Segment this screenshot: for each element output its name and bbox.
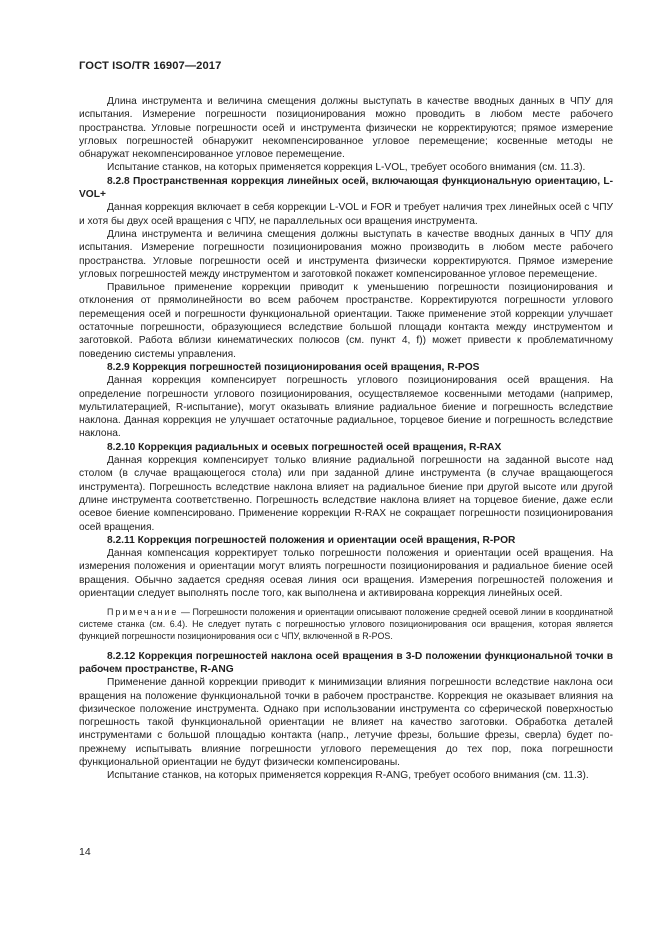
note-label: Примечание (107, 607, 179, 618)
section-heading-8-2-11: 8.2.11 Коррекция погрешностей положения и ориентации осей вращения, R-POR (107, 534, 516, 546)
paragraph: Длина инструмента и величина смещения должны выступать в качестве вводных данных в ЧПУ для испытания. Измерение погрешности позиционирования можно производить в любом месте рабочего пространства. Угловые погрешности осей и инструмента физически корректируются. Прямое измерение угловых погрешностей между инструментом и заготовкой покажет компенсированное угловое перемещение. (79, 228, 613, 280)
paragraph: Данная компенсация корректирует только погрешности положения и ориентации осей вращения. На измерения положения и ориентации могут влиять погрешности позиционирования и радиальное биение осей вращения. Обычно задается средняя осевая линия оси вращения. Измерения погрешностей положения и ориентации следует выполнять после того, как выполнена и активирована коррекция линейных осей. (79, 548, 613, 599)
paragraph: Данная коррекция компенсирует погрешность углового позиционирования осей вращения. На определение погрешности углового позиционирования, осуществляемое косвенными методами (например, мультилатерацией, R-испытание), могут оказывать влияние радиальное биение и погрешность вследствие наклона. Данная коррекция не улучшает остаточные радиальное, торцевое биение и погрешность вследствие наклона. (79, 375, 613, 440)
paragraph: Применение данной коррекции приводит к минимизации влияния погрешности вследствие наклона оси вращения на положение функциональной точки в рабочем пространстве. Коррекция не оказывает влияния на физическое положение инструмента. Однако при использовании инструмента со сферической поверхностью погрешность такой функциональной ориентации не влияет на качество заготовки. Обработка деталей инструментами с большой площадью контакта (напр., летучие фрезы, большие фрезы, сверла) будет по-прежнему испытывать влияние погрешности углового перемещения до тех пор, пока погрешности функциональной ориентации не будут физически компенсированы. (79, 677, 613, 769)
paragraph: Данная коррекция включает в себя коррекции L-VOL и FOR и требует наличия трех линейных осей с ЧПУ и хотя бы двух осей вращения с ЧПУ, не параллельных оси вращения инструмента. (79, 202, 613, 227)
note-text: — Погрешности положения и ориентации описывают положение средней осевой линии в координатной системе станка (см. 6.4). Не следует путать с погрешностью углового позиционирования оси вращения, которая является функцией погрешности позиционирования оси с ЧПУ, включенной в R-POS. (79, 607, 613, 641)
page-number: 14 (79, 846, 91, 858)
section-heading-8-2-12: 8.2.12 Коррекция погрешностей наклона осей вращения в 3-D положении функциональной точки в рабочем пространстве, R-ANG (79, 650, 613, 675)
paragraph: Длина инструмента и величина смещения должны выступать в качестве вводных данных в ЧПУ для испытания. Измерение погрешности позиционирования можно проводить в любом месте рабочего пространства. Угловые погрешности осей и инструмента физически не корректируются; прямое измерение угловых погрешностей обнаружит некомпенсированное угловое перемещение; косвенные методы не обнаружат некомпенсированное угловое перемещение. (79, 96, 613, 161)
section-heading-8-2-10: 8.2.10 Коррекция радиальных и осевых погрешностей осей вращения, R-RAX (107, 441, 502, 453)
section-heading-8-2-8: 8.2.8 Пространственная коррекция линейных осей, включающая функциональную ориентацию, L-VOL+ (79, 175, 613, 201)
document-body (79, 95, 613, 783)
section-heading-8-2-9: 8.2.9 Коррекция погрешностей позиционирования осей вращения, R-POS (107, 361, 480, 373)
paragraph: Правильное применение коррекции приводит к уменьшению погрешности позиционирования и отклонения от прямолинейности во всем рабочем пространстве. Корректируются погрешности углового перемещения осей и погрешности функциональной ориентации. Также применение этой коррекции улучшает остаточные погрешности, образующиеся вследствие большой площади контакта между инструментом и заготовкой. Работа вблизи кинематических полюсов (см. пункт 4, f)) может привести к проблематичному поведению системы управления. (79, 282, 613, 360)
document-header: ГОСТ ISO/TR 16907—2017 (79, 60, 222, 72)
note (79, 607, 613, 642)
paragraph: Испытание станков, на которых применяется коррекция L-VOL, требует особого внимания (см. 11.3). (107, 162, 586, 174)
paragraph: Данная коррекция компенсирует только влияние радиальной погрешности на заданной высоте над столом (в случае вращающегося стола) или при заданной длине инструмента (в случае вращающегося инструмента). Погрешность вследствие наклона влияет на радиальное биение при другой высоте или другой длине инструмента соответственно. Погрешность вследствие наклона влияет на торцевое биение, даже если осевое биение компенсировано. Применение коррекции R-RAX не сокращает погрешности позиционирования осей вращения. (79, 455, 613, 533)
paragraph: Испытание станков, на которых применяется коррекция R-ANG, требует особого внимания (см. 11.3). (107, 770, 589, 782)
